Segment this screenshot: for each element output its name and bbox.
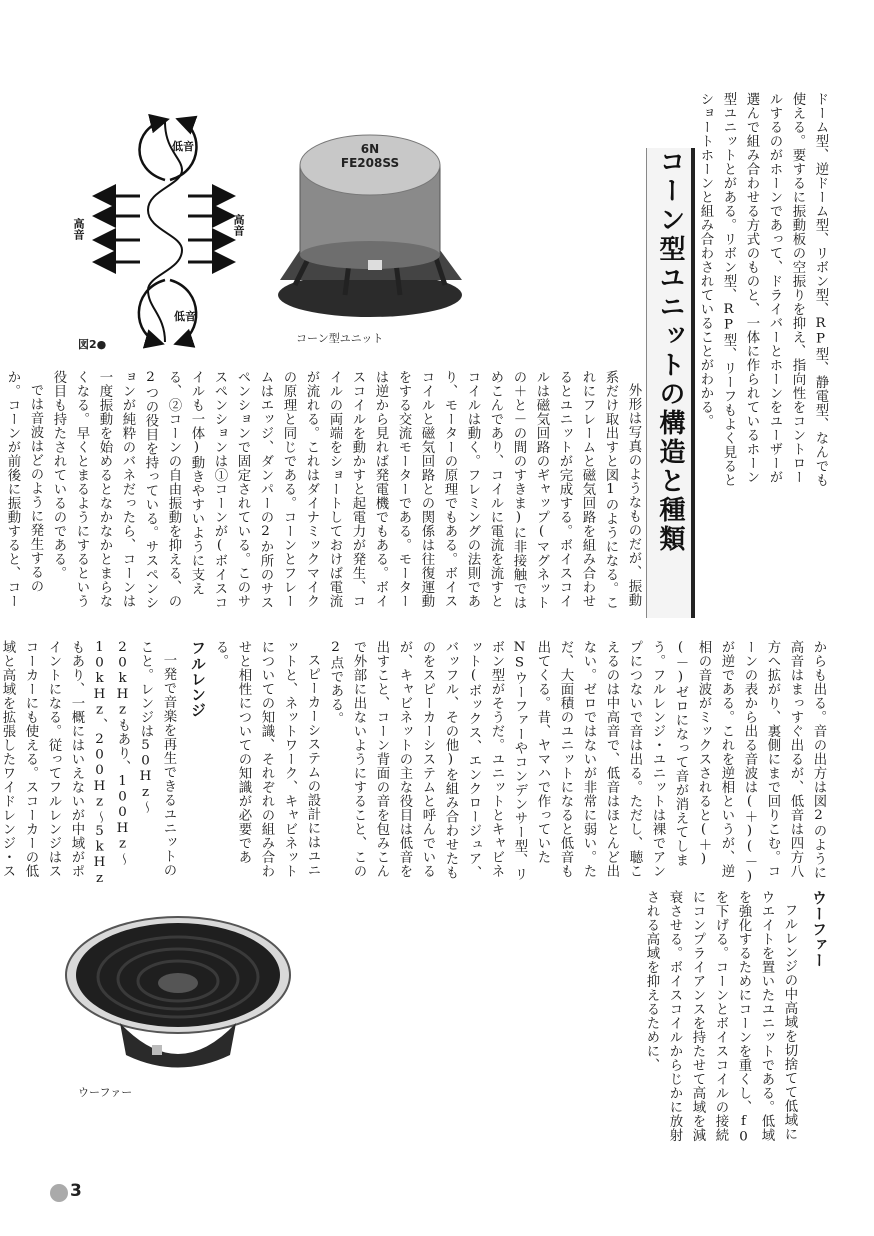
low-arrow-top-left	[139, 120, 165, 180]
label-high-left: 高音	[72, 218, 85, 240]
woofer-caption: ウーファー	[78, 1086, 133, 1099]
label-low-top: 低音	[172, 140, 194, 153]
figure-2-caption	[78, 336, 106, 352]
intro-paragraph: ドーム型、逆ドーム型、リボン型、RP型、静電型、なんでも使える。要するに振動板の空振りを抑え、指向性をコントロールするのがホーンであって、ドライバーとホーンをユーザーが選んで組み合わせる方式のものと、一体に作られているホーン型ユニットとがある。リボン型、RP型、リーフもよく見るとショートホーンと組み合わされていることがわかる。	[698, 92, 828, 488]
woofer-heading: ウーファー	[810, 890, 828, 968]
page-number	[50, 1180, 90, 1208]
lower-text-left	[300, 890, 830, 1152]
figure-2-label: 図2	[78, 338, 97, 351]
cone-structure-text	[5, 370, 645, 618]
cone-unit-photo	[270, 110, 470, 320]
badge-line-2: FE208SS	[340, 156, 400, 170]
page-number-dot	[50, 1184, 68, 1202]
badge-line-1: 6N	[360, 142, 380, 156]
page-number-value: 3	[70, 1181, 82, 1201]
woofer-photo	[60, 905, 290, 1080]
fullrange-paragraph: 一発で音楽を再生できるユニットのこと。レンジは50Hz～20kHzもあり、100Hz～10kHz、200Hz～5kHzもあり、一概にはいえないが中域がポイントになる。従ってフルレンジはスコーカーにも使える。スコーカーの低域と高域を拡張したワイドレンジ・ス	[0, 640, 176, 887]
unit-badge	[332, 142, 408, 170]
woofer-paragraph: フルレンジの中高域を切捨てて低域にウエイトを置いたユニットである。低域を強化するためにコーンを重くし、f0を下げる。コーンとボイスコイルの接続にコンプライアンスを持たせて高域を減衰させる。ボイスコイルからじかに放射される高域を抑えるために、	[644, 890, 797, 1146]
label-low-bottom: 低音	[174, 310, 196, 323]
cone-unit-caption: コーン型ユニット	[296, 332, 384, 345]
label-high-right: 高音	[232, 214, 245, 236]
lower-text-right	[0, 640, 830, 890]
intro-text	[690, 92, 832, 492]
fullrange-heading: フルレンジ	[189, 640, 207, 718]
low-arrow-bottom-left	[139, 280, 165, 343]
figure-2-mark: ●	[96, 338, 107, 351]
section-heading: コーン型ユニットの構造と種類	[646, 148, 695, 618]
woofer-illustration	[60, 905, 290, 1080]
woofer-dust-cap	[158, 973, 198, 993]
cone-paragraph-1: 外形は写真のようなものだが、振動系だけ取出すと図1のようになる。これにフレームと磁気回路を組み合わせるとユニットが完成する。ボイスコイルは磁気回路のギャップ(マグネットの＋と－の間のすきま)に非接触ではめこんであり、コイルに電流を流すとコイルは動く。フレミングの法則であり、モーターの原理でもある。ボイスコイルと磁気回路との関係は往復運動をする交流モーターである。モーターは逆から見れば発電機でもある。ボイスコイルを動かすと起電力が発生、コイルの両端をショートしておけば電流が流れる。これはダイナミックマイクの原理と同じである。コーンとフレームはエッジ、ダンパーの2か所のサスペンションで固定されている。このサスペンションは①コーンが(ボイスコイルも一体)動きやすいように支える、②コーンの自由振動を抑える、の2つの役目を持っている。サスペンションが純粋のバネだったら、コーンは一度振動を始めるとなかなかとまらなくなる。早くとまるようにするという役目も持たされているのである。	[51, 370, 641, 610]
continuation-paragraph-1: からも出る。音の出方は図2のように高音はまっすぐ出るが、低音は四方八方へ拡がり、裏側にまで回りこむ。コーンの表から出る音波は(＋)(－)が逆である。これを逆相というが、逆相の音波がミックスされると(＋)(－)ゼロになって音が消えてしまう。フルレンジ・ユニットは裸でアンプにつないで音は出る。ただし、聴こえるのは中高音で、低音はほとんど出ない。ゼロではないが非常に弱い。ただ、大面積のユニットになると低音も出てくる。昔、ヤマハで作っていたNSウーファーやコンデンサー型、リボン型がそうだ。ユニットとキャビネット(ボックス、エンクロージュア、バッフル、その他)を組み合わせたものをスピーカーシステムと呼んでいるが、キャビネットの主な役目は低音を出すこと、コーン背面の音を包みこんで外部に出ないようにすること、この2点である。	[328, 640, 826, 885]
continuation-paragraph-2: スピーカーシステムの設計にはユニットと、ネットワーク、キャビネットについての知識、それぞれの組み合わせと相性についての知識が必要である。	[213, 640, 320, 878]
figure-2-diagram	[70, 110, 260, 355]
cone-paragraph-2: では音波はどのように発生するのか。コーンが前後に振動すると、コー	[5, 370, 43, 608]
